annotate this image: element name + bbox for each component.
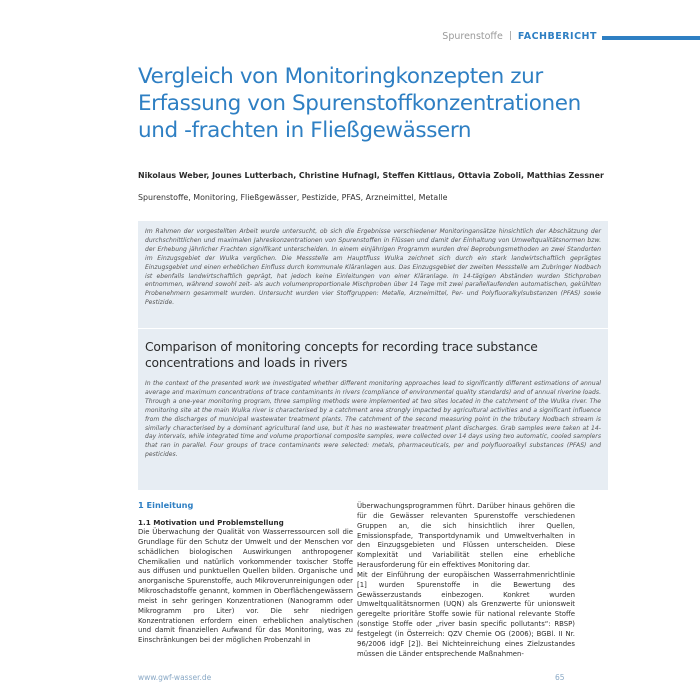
body-paragraph: Die Überwachung der Qualität von Wasserressourcen soll die Grundlage für den Schutz der Umwelt und der Menschen vor schädlichen biologischen Auswirkungen anthropogener Chemikalien und natürlich vorkommender toxischer Stoffe aus diffusen und punktuellen Quellen bilden. Organische und anorganische Spurenstoffe, auch Mikroverunreinigungen oder Mikroschadstoffe genannt, kommen in Oberflächengewässern meist in sehr geringen Konzentrationen (Nanogramm oder Mikrogramm pro Liter) vor. Die sehr niedrigen Konzentrationen erfordern einen erheblichen analytischen und damit finanziellen Aufwand für das Monitoring, was zu Einschränkungen bei der möglichen Probenzahl in [138, 528, 353, 645]
header-category: FACHBERICHT [517, 31, 597, 42]
body-column-right [357, 502, 575, 660]
footer-url[interactable]: www.gwf-wasser.de [138, 673, 212, 682]
body-column-left [138, 500, 353, 646]
abstract-german: Im Rahmen der vorgestellten Arbeit wurde untersucht, ob sich die Ergebnisse verschiedener Monitoringansätze hinsichtlich der Abschätzung der durchschnittlichen und maximalen Jahreskonzentrationen von Spurenstoffen in Flüssen und damit der Einhaltung von Umweltqualitätsnormen bzw. der Erhebung jährlicher Frachten signifikant unterscheiden. In einem einjährigen Programm wurden drei Beprobungsmethoden an zwei Standorten im Einzugsgebiet der Wulka verglichen. Die Messstelle am Hauptfluss Wulka zeichnet sich durch ein stark landwirtschaftlich geprägtes Einzugsgebiet und einen erheblichen Einfluss durch kommunale Kläranlagen aus. Das Einzugsgebiet der zweiten Messstelle am Zubringer Nodbach ist ebenfalls landwirtschaftlich geprägt, hat jedoch keine Einleitungen von einer Kläranlage. In 14-tägigen Abständen wurden Stichproben entnommen, während sowohl zeit- als auch volumenproportionale Mischproben über 14 Tage mit zwei parallellaufenden automatischen, gekühlten Probenehmern gesammelt wurden. Untersucht wurden vier Stoffgruppen: Metalle, Arzneimittel, Per- und Polyfluoralkylsubstanzen (PFAS) sowie Pestizide. [138, 221, 608, 328]
section-heading: 1 Einleitung [138, 500, 194, 510]
article-keywords: Spurenstoffe, Monitoring, Fließgewässer, Pestizide, PFAS, Arzneimittel, Metalle [138, 193, 448, 202]
header-accent-bar [602, 36, 700, 40]
abstract-english-text: In the context of the presented work we investigated whether different monitoring approaches lead to significantly different estimations of annual average and maximum concentrations of trace contaminants in rivers (compliance of environmental quality standards) and of annual riverine loads. Through a one-year monitoring program, three sampling methods were implemented at two sites located in the catchment of the Wulka river. The monitoring site at the main Wulka river is characterised by a catchment area strongly impacted by agricultural activities and a significant influence from the discharges of municipal wastewater treatment plants. The catchment of the second measuring point in the tributary Nodbach stream is similarly characterised by a dominant agricultural land use, but it has no wastewater treatment plant discharges. Grab samples were taken at 14-day intervals, while integrated time and volume proportional composite samples, were collected over 14 days using two automatic, cooled samplers that ran in parallel. Four groups of trace contaminants were selected: metals, pharmaceuticals, per and polyfluoroalkyl substances (PFAS) and pesticides. [145, 380, 601, 459]
body-paragraph: Mit der Einführung der europäischen Wasserrahmenrichtlinie [1] wurden Spurenstoffe in die Bewertung des Gewässerzustands einbezogen. Konkret wurden Umweltqualitätsnormen (UQN) als Grenzwerte für unionsweit geregelte prioritäre Stoffe sowie für national relevante Stoffe (sonstige Stoffe oder „river basin specific pollutants“: RBSP) festgelegt (in Österreich: QZV Chemie OG (2006); BGBl. II Nr. 96/2006 idgF [2]). Bei Nichteinreichung eines Zielzustandes müssen die Länder entsprechende Maßnahmen- [357, 570, 575, 658]
article-authors: Nikolaus Weber, Jounes Lutterbach, Christine Hufnagl, Steffen Kittlaus, Ottavia Zoboli, Matthias Zessner [138, 171, 604, 180]
body-paragraph: Überwachungsprogrammen führt. Darüber hinaus gehören die für die Gewässer relevanten Spurenstoffe verschiedenen Gruppen an, die sich hinsichtlich ihrer Quellen, Emissionspfade, Transportdynamik und Umweltverhalten in den Einzugsgebieten und Flüssen unterscheiden. Diese Komplexität und Variabilität stellen eine erhebliche Herausforderung für ein effektives Monitoring dar. [357, 502, 575, 570]
header-divider [510, 31, 511, 40]
header-section: Spurenstoffe [442, 31, 503, 42]
article-title: Vergleich von Monitoringkonzepten zur Erfassung von Spurenstoffkonzentrationen und -frachten in Fließgewässern [138, 64, 581, 143]
subsection-heading: 1.1 Motivation und Problemstellung [138, 518, 284, 527]
running-header [442, 31, 597, 42]
abstract-english [138, 329, 608, 490]
page-number: 65 [555, 673, 565, 682]
abstract-english-heading: Comparison of monitoring concepts for recording trace substance concentrations and loads in rivers [145, 340, 538, 370]
